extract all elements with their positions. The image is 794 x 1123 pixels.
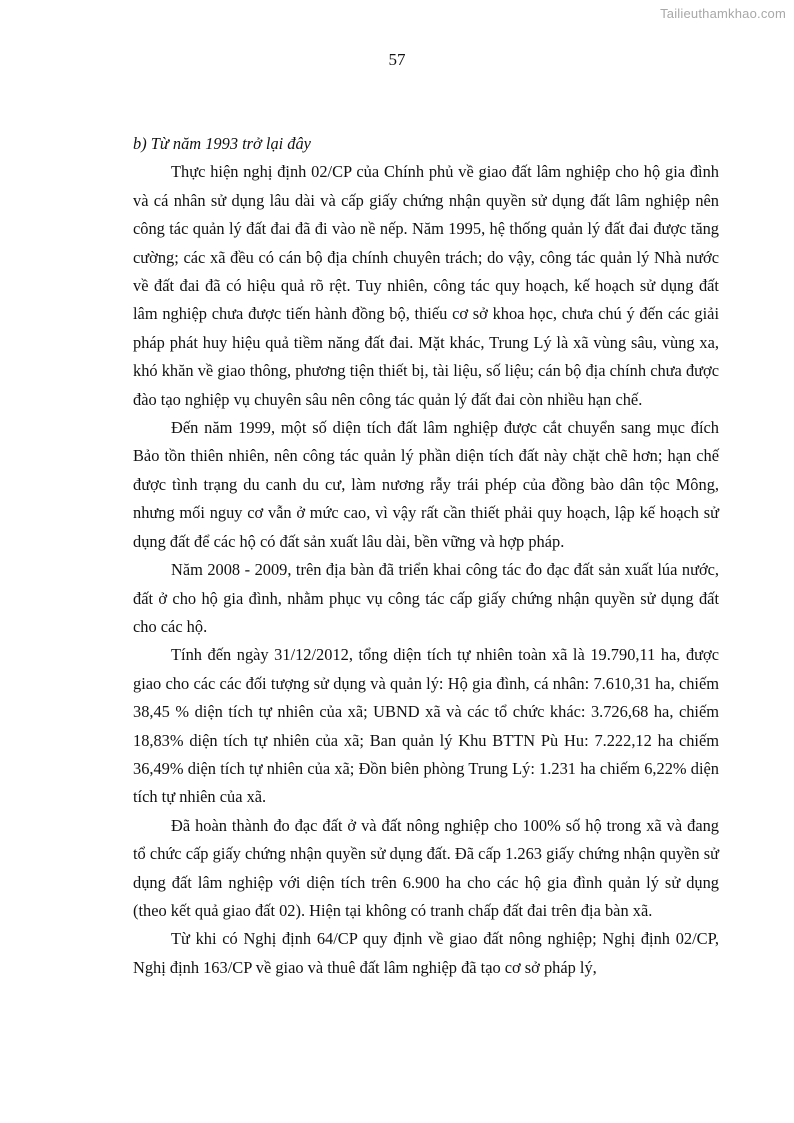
document-body: [133, 130, 719, 982]
paragraph: Từ khi có Nghị định 64/CP quy định về giao đất nông nghiệp; Nghị định 02/CP, Nghị định 163/CP về giao và thuê đất lâm nghiệp đã tạo cơ sở pháp lý,: [133, 929, 719, 977]
paragraph: Năm 2008 - 2009, trên địa bàn đã triển khai công tác đo đạc đất sản xuất lúa nước, đất ở cho hộ gia đình, nhằm phục vụ công tác cấp giấy chứng nhận quyền sử dụng đất cho các hộ.: [133, 560, 719, 636]
section-heading: b) Từ năm 1993 trở lại đây: [133, 134, 311, 153]
paragraph: Đến năm 1999, một số diện tích đất lâm nghiệp được cắt chuyển sang mục đích Bảo tồn thiên nhiên, nên công tác quản lý phần diện tích đất này chặt chẽ hơn; hạn chế được tình trạng du canh du cư, làm nương rẫy trái phép của đồng bào dân tộc Mông, nhưng mối nguy cơ vẫn ở mức cao, vì vậy rất cần thiết phải quy hoạch, lập kế hoạch sử dụng đất để các hộ có đất sản xuất lâu dài, bền vững và hợp pháp.: [133, 418, 719, 551]
paragraph: Thực hiện nghị định 02/CP của Chính phủ về giao đất lâm nghiệp cho hộ gia đình và cá nhân sử dụng lâu dài và cấp giấy chứng nhận quyền sử dụng đất lâm nghiệp nên công tác quản lý đất đai đã đi vào nề nếp. Năm 1995, hệ thống quản lý đất đai được tăng cường; các xã đều có cán bộ địa chính chuyên trách; do vậy, công tác quản lý Nhà nước về đất đai đã có hiệu quả rõ rệt. Tuy nhiên, công tác quy hoạch, kế hoạch sử dụng đất lâm nghiệp chưa được tiến hành đồng bộ, thiếu cơ sở khoa học, chưa chú ý đến các giải pháp phát huy hiệu quả tiềm năng đất đai. Mặt khác, Trung Lý là xã vùng sâu, vùng xa, khó khăn về giao thông, phương tiện thiết bị, tài liệu, số liệu; cán bộ địa chính chưa được đào tạo nghiệp vụ chuyên sâu nên công tác quản lý đất đai còn nhiều hạn chế.: [133, 162, 719, 409]
paragraph: Tính đến ngày 31/12/2012, tổng diện tích tự nhiên toàn xã là 19.790,11 ha, được giao cho các các đối tượng sử dụng và quản lý: Hộ gia đình, cá nhân: 7.610,31 ha, chiếm 38,45 % diện tích tự nhiên của xã; UBND xã và các tổ chức khác: 3.726,68 ha, chiếm 18,83% diện tích tự nhiên của xã; Ban quản lý Khu BTTN Pù Hu: 7.222,12 ha chiếm 36,49% diện tích tự nhiên của xã; Đồn biên phòng Trung Lý: 1.231 ha chiếm 6,22% diện tích tự nhiên của xã.: [133, 645, 719, 807]
page-number: 57: [388, 50, 406, 69]
watermark: Tailieuthamkhao.com: [660, 6, 786, 21]
paragraph: Đã hoàn thành đo đạc đất ở và đất nông nghiệp cho 100% số hộ trong xã và đang tổ chức cấp giấy chứng nhận quyền sử dụng đất. Đã cấp 1.263 giấy chứng nhận quyền sử dụng đất lâm nghiệp với diện tích trên 6.900 ha cho các hộ gia đình quản lý sử dụng (theo kết quả giao đất 02). Hiện tại không có tranh chấp đất đai trên địa bàn xã.: [133, 815, 719, 920]
